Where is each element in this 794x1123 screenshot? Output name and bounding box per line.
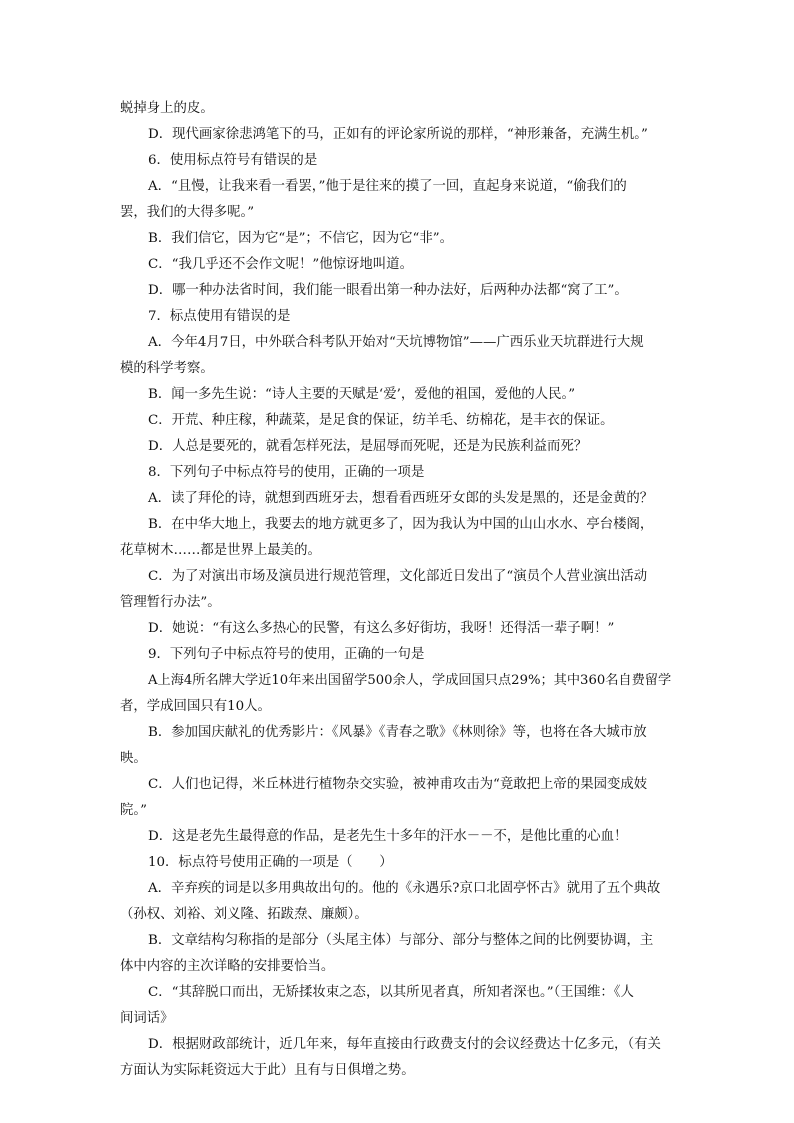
document-page (120, 96, 676, 1084)
option-a-q6: A．“且慢，让我来看一看罢，”他于是往来的摸了一回，直起身来说道，“偷我们的 (148, 179, 627, 194)
text-line-01: 蜕掉身上的皮。 (120, 101, 214, 116)
option-c-q9: C．人们也记得，米丘林进行植物杂交实验，被神甫攻击为“竟敢把上帝的果园变成妓 (148, 777, 648, 792)
option-c-q6: C．“我几乎还不会作文呢！”他惊讶地叫道。 (148, 257, 413, 272)
option-c-q10-cont: 间词话》 (120, 1011, 174, 1026)
option-a-q7-cont: 模的科学考察。 (120, 361, 214, 376)
option-a-q7: A．今年4月7日，中外联合科考队开始对“天坑博物馆”——广西乐业天坑群进行大规 (148, 335, 644, 350)
option-b-q8: B．在中华大地上，我要去的地方就更多了，因为我认为中国的山山水水、亭台楼阁， (148, 517, 654, 532)
option-b-q6: B．我们信它，因为它“是”；不信它，因为它“非”。 (148, 231, 454, 246)
option-a-q9-cont: 者，学成回国只有10人。 (120, 699, 271, 714)
option-b-q8-cont: 花草树木……都是世界上最美的。 (120, 543, 321, 558)
option-b-q9: B．参加国庆献礼的优秀影片：《风暴》《青春之歌》《林则徐》等，也将在各大城市放 (148, 725, 647, 740)
option-b-q10-cont: 体中内容的主次详略的安排要恰当。 (120, 959, 335, 974)
question-10: 10．标点符号使用正确的一项是（ ） (148, 855, 393, 870)
option-a-q8: A．读了拜伦的诗，就想到西班牙去，想看看西班牙女郎的头发是黑的，还是金黄的？ (148, 491, 654, 506)
option-d-q10-cont: 方面认为实际耗资远大于此）且有与日俱增之势。 (120, 1063, 415, 1078)
option-a-q6-cont: 罢，我们的大得多呢。” (120, 205, 255, 220)
option-d-q8: D．她说：“有这么多热心的民警，有这么多好街坊，我呀！还得活一辈子啊！” (148, 621, 615, 636)
option-c-q9-cont: 院。” (120, 803, 147, 818)
option-d-q10: D．根据财政部统计，近几年来，每年直接由行政费支付的会议经费达十亿多元，（有关 (148, 1037, 661, 1052)
option-d-q6: D．哪一种办法省时间，我们能一眼看出第一种办法好，后两种办法都“窝了工”。 (148, 283, 628, 298)
option-b-q9-cont: 映。 (120, 751, 147, 766)
option-a-q10-cont: （孙权、刘裕、刘义隆、拓跋焘、廉颇）。 (120, 907, 368, 922)
question-6: 6．使用标点符号有错误的是 (148, 153, 318, 168)
option-d-q9: D．这是老先生最得意的作品，是老先生十多年的汗水－－不，是他比重的心血！ (148, 829, 628, 844)
question-9: 9．下列句子中标点符号的使用，正确的一句是 (148, 647, 425, 662)
option-a-q10: A．辛弃疾的词是以多用典故出句的。他的《永遇乐?京口北固亭怀古》就用了五个典故 (148, 881, 661, 896)
option-c-q8-cont: 管理暂行办法”。 (120, 595, 221, 610)
option-d-q7: D．人总是要死的，就看怎样死法，是屈辱而死呢，还是为民族利益而死？ (148, 439, 588, 454)
option-b-q7: B．闻一多先生说：“诗人主要的天赋是‘爱’，爱他的祖国，爱他的人民。” (148, 387, 576, 402)
option-b-q10: B．文章结构匀称指的是部分（头尾主体）与部分、部分与整体之间的比例要协调，主 (148, 933, 654, 948)
option-c-q8: C．为了对演出市场及演员进行规范管理，文化部近日发出了“演员个人营业演出活动 (148, 569, 648, 584)
option-a-q9: A上海4所名牌大学近10年来出国留学500余人，学成回国只点29%；其中360名自费留学 (148, 673, 672, 688)
question-8: 8．下列句子中标点符号的使用，正确的一项是 (148, 465, 425, 480)
option-c-q7: C．开荒、种庄稼，种蔬菜，是足食的保证，纺羊毛、纺棉花，是丰衣的保证。 (148, 413, 614, 428)
option-c-q10: C．“其辞脱口而出，无矫揉妆束之态，以其所见者真，所知者深也。”（王国维：《人 (148, 985, 634, 1000)
option-d-q5: D．现代画家徐悲鸿笔下的马，正如有的评论家所说的那样，“神形兼备，充满生机。” (148, 127, 648, 142)
question-7: 7．标点使用有错误的是 (148, 309, 291, 324)
